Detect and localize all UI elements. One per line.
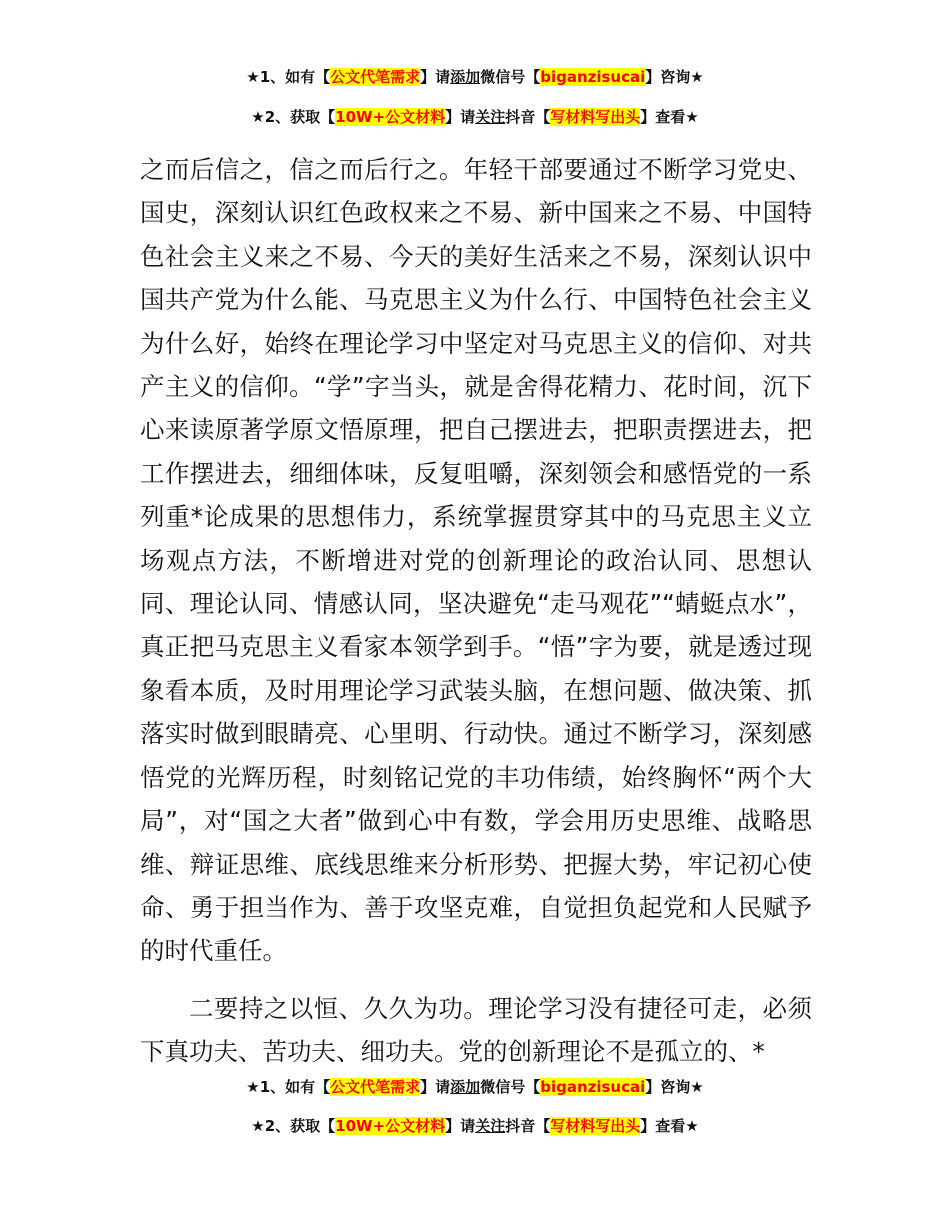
promo-text: 】请 [420,1078,451,1096]
highlight-ghostwriting: 公文代笔需求 [330,1078,421,1096]
body-paragraph-2: 二要持之以恒、久久为功。理论学习没有捷径可走，必须下真功夫、苦功夫、细功夫。党的创新理论不是孤立的、* [140,993,812,1067]
highlight-douyin-account: 写材料写出头 [550,1117,641,1135]
promo-text: 抖音【 [505,108,551,126]
promo-text: 抖音【 [505,1117,551,1135]
underline-follow: 关注 [475,1117,506,1135]
underline-add: 添加 [450,1078,481,1096]
highlight-wechat-id: biganzisucai [540,1078,646,1096]
star-icon: ★ [690,68,704,86]
star-icon: ★ [246,68,260,86]
star-icon: ★ [690,1078,704,1096]
promo-text: 微信号【 [480,68,541,86]
underline-follow: 关注 [475,108,506,126]
footer-promo-line-2 [0,1115,950,1137]
document-body [140,148,812,1074]
star-icon: ★ [685,1117,699,1135]
promo-text: 2、获取【 [264,1117,336,1135]
highlight-douyin-account: 写材料写出头 [550,108,641,126]
highlight-ghostwriting: 公文代笔需求 [330,68,421,86]
promo-text: 1、如有【 [259,68,331,86]
promo-text: 】咨询 [645,1078,691,1096]
footer-promo-line-1 [0,1076,950,1098]
promo-text: 】咨询 [645,68,691,86]
promo-text: 】请 [445,108,476,126]
header-promo-line-1 [0,66,950,88]
header-promo-line-2 [0,106,950,128]
star-icon: ★ [251,108,265,126]
promo-text: 微信号【 [480,1078,541,1096]
highlight-materials: 10W+公文材料 [335,108,446,126]
promo-text: 2、获取【 [264,108,336,126]
star-icon: ★ [251,1117,265,1135]
promo-text: 】请 [420,68,451,86]
star-icon: ★ [685,108,699,126]
promo-text: 1、如有【 [259,1078,331,1096]
body-paragraph-1: 之而后信之，信之而后行之。年轻干部要通过不断学习党史、国史，深刻认识红色政权来之不易、新中国来之不易、中国特色社会主义来之不易、今天的美好生活来之不易，深刻认识中国共产党为什么能、马克思主义为什么行、中国特色社会主义为什么好，始终在理论学习中坚定对马克思主义的信仰、对共产主义的信仰。“学”字当头，就是舍得花精力、花时间，沉下心来读原著学原文悟原理，把自己摆进去，把职责摆进去，把工作摆进去，细细体味，反复咀嚼，深刻领会和感悟党的一系列重*论成果的思想伟力，系统掌握贯穿其中的马克思主义立场观点方法，不断增进对党的创新理论的政治认同、思想认同、理论认同、情感认同，坚决避免“走马观花”“蜻蜓点水”，真正把马克思主义看家本领学到手。“悟”字为要，就是透过现象看本质，及时用理论学习武装头脑，在想问题、做决策、抓落实时做到眼睛亮、心里明、行动快。通过不断学习，深刻感悟党的光辉历程，时刻铭记党的丰功伟绩，始终胸怀“两个大局”，对“国之大者”做到心中有数，学会用历史思维、战略思维、辩证思维、底线思维来分析形势、把握大势，牢记初心使命、勇于担当作为、善于攻坚克难，自觉担负起党和人民赋予的时代重任。 [140,155,812,966]
promo-text: 】请 [445,1117,476,1135]
highlight-wechat-id: biganzisucai [540,68,646,86]
promo-text: 】查看 [640,108,686,126]
star-icon: ★ [246,1078,260,1096]
highlight-materials: 10W+公文材料 [335,1117,446,1135]
underline-add: 添加 [450,68,481,86]
promo-text: 】查看 [640,1117,686,1135]
